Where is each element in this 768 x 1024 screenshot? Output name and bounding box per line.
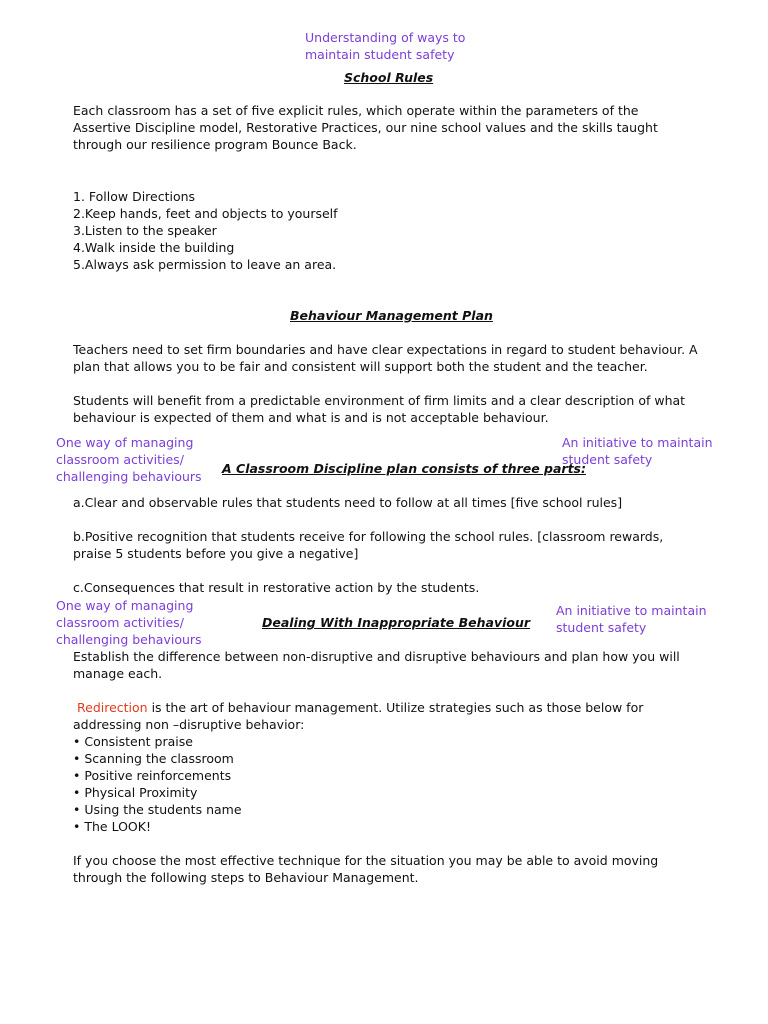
- behaviour-plan-para-2: [73, 392, 713, 426]
- school-rules-list: [73, 188, 713, 273]
- school-rules-intro-line: through our resilience program Bounce Back.: [73, 137, 357, 152]
- strategy-list: [73, 733, 713, 835]
- school-rules-heading: School Rules: [344, 70, 434, 85]
- rule-item: 2.Keep hands, feet and objects to yourself: [73, 206, 338, 221]
- redirection-line: addressing non –disruptive behavior:: [73, 717, 305, 732]
- strategy-item: • Using the students name: [73, 802, 242, 817]
- behaviour-plan-para-1: [73, 341, 713, 375]
- school-rules-intro-line: Assertive Discipline model, Restorative Practices, our nine school values and the skills taught: [73, 120, 658, 135]
- redirection-paragraph: [73, 699, 713, 733]
- annotation-left-managing: [56, 434, 202, 485]
- redirection-line: [73, 699, 713, 716]
- redirection-text: is the art of behaviour management. Utilize strategies such as those below for: [147, 700, 644, 715]
- inappropriate-intro-line: Establish the difference between non-disruptive and disruptive behaviours and plan how you will: [73, 649, 680, 664]
- school-rules-intro-line: Each classroom has a set of five explicit rules, which operate within the parameters of the: [73, 103, 639, 118]
- annotation-line: An initiative to maintain: [556, 603, 707, 618]
- strategy-item: • The LOOK!: [73, 819, 151, 834]
- rule-item: 4.Walk inside the building: [73, 240, 235, 255]
- annotation-line: One way of managing: [56, 598, 194, 613]
- annotation-line: One way of managing: [56, 435, 194, 450]
- strategy-item: • Physical Proximity: [73, 785, 198, 800]
- behaviour-plan-line: behaviour is expected of them and what is and is not acceptable behaviour.: [73, 410, 549, 425]
- discipline-part-line: c.Consequences that result in restorative action by the students.: [73, 580, 480, 595]
- strategy-item: • Scanning the classroom: [73, 751, 234, 766]
- discipline-part-c: [73, 579, 713, 596]
- annotation-line: student safety: [562, 452, 653, 467]
- annotation-line: challenging behaviours: [56, 632, 202, 647]
- annotation-line: classroom activities/: [56, 452, 184, 467]
- inappropriate-behaviour-heading: Dealing With Inappropriate Behaviour: [262, 615, 531, 630]
- discipline-part-line: a.Clear and observable rules that students need to follow at all times [five school rules]: [73, 495, 623, 510]
- school-rules-intro: [73, 102, 713, 153]
- behaviour-plan-line: plan that allows you to be fair and consistent will support both the student and the teacher.: [73, 359, 648, 374]
- closing-paragraph: [73, 852, 713, 886]
- redirection-term: Redirection: [77, 700, 148, 715]
- discipline-part-a: [73, 494, 713, 511]
- rule-item: 5.Always ask permission to leave an area.: [73, 257, 337, 272]
- rule-item: 1. Follow Directions: [73, 189, 196, 204]
- annotation-line: student safety: [556, 620, 647, 635]
- rule-item: 3.Listen to the speaker: [73, 223, 217, 238]
- header-line-2: maintain student safety: [305, 47, 455, 62]
- closing-line: through the following steps to Behaviour Management.: [73, 870, 419, 885]
- annotation-right-safety: [556, 602, 707, 636]
- strategy-item: • Consistent praise: [73, 734, 193, 749]
- annotation-line: classroom activities/: [56, 615, 184, 630]
- annotation-line: An initiative to maintain: [562, 435, 713, 450]
- discipline-part-line: praise 5 students before you give a negative]: [73, 546, 359, 561]
- header-line-1: Understanding of ways to: [305, 30, 466, 45]
- annotation-line: challenging behaviours: [56, 469, 202, 484]
- behaviour-plan-line: Teachers need to set firm boundaries and have clear expectations in regard to student behaviour. A: [73, 342, 698, 357]
- strategy-item: • Positive reinforcements: [73, 768, 232, 783]
- page-header-note: [305, 29, 465, 63]
- annotation-left-managing: [56, 597, 202, 648]
- discipline-part-line: b.Positive recognition that students receive for following the school rules. [classroom rewards,: [73, 529, 664, 544]
- discipline-part-b: [73, 528, 713, 562]
- behaviour-plan-line: Students will benefit from a predictable environment of firm limits and a clear description of what: [73, 393, 686, 408]
- inappropriate-intro-line: manage each.: [73, 666, 163, 681]
- behaviour-plan-heading: Behaviour Management Plan: [290, 308, 493, 323]
- inappropriate-intro: [73, 648, 713, 682]
- discipline-plan-heading: A Classroom Discipline plan consists of three parts:: [222, 461, 586, 476]
- closing-line: If you choose the most effective technique for the situation you may be able to avoid moving: [73, 853, 659, 868]
